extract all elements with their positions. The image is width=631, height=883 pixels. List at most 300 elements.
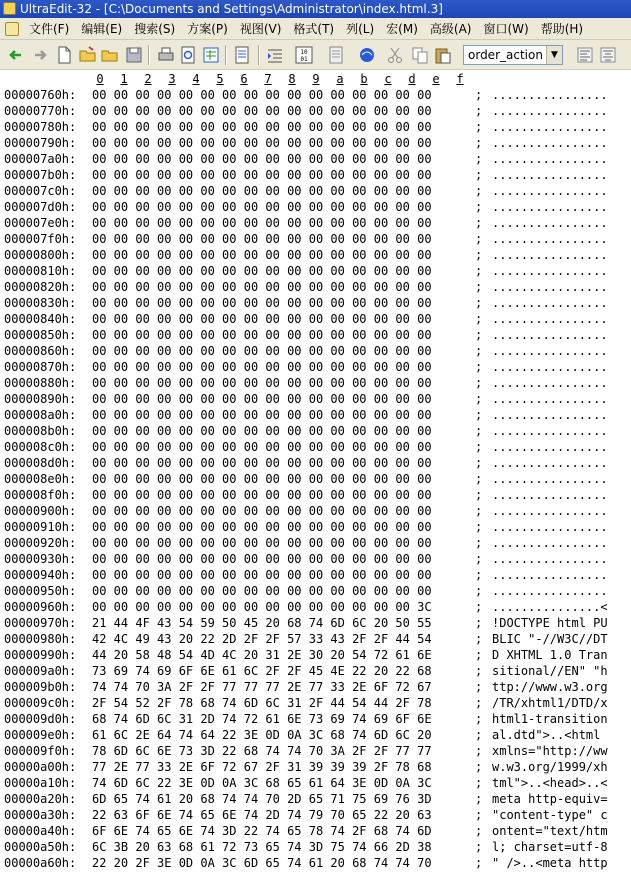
ruler-column-label: 1 — [120, 72, 128, 86]
hex-address: 00000970h: — [4, 616, 77, 630]
hex-address: 00000780h: — [4, 120, 77, 134]
hex-bytes[interactable]: 00 00 00 00 00 00 00 00 00 00 00 00 00 00 00 00 — [92, 136, 432, 150]
hex-bytes[interactable]: 00 00 00 00 00 00 00 00 00 00 00 00 00 00 00 00 — [92, 104, 432, 118]
hex-address: 00000890h: — [4, 392, 77, 406]
hex-ascii[interactable]: ................ — [492, 296, 608, 310]
hex-separator: ; — [475, 88, 483, 102]
hex-bytes[interactable]: 6F 6E 74 65 6E 74 3D 22 74 65 78 74 2F 68 74 6D — [92, 824, 432, 838]
hex-ascii[interactable]: ................ — [492, 328, 608, 342]
hex-separator: ; — [475, 760, 483, 774]
hex-row[interactable] — [0, 439, 631, 455]
hex-bytes[interactable]: 42 4C 49 43 20 22 2D 2F 2F 57 33 43 2F 2F 44 54 — [92, 632, 432, 646]
hex-separator: ; — [475, 472, 483, 486]
hex-address: 000009e0h: — [4, 728, 77, 742]
hex-row[interactable] — [0, 679, 631, 695]
align-left-icon[interactable] — [575, 45, 595, 65]
hex-row[interactable] — [0, 695, 631, 711]
hex-address: 000008e0h: — [4, 472, 77, 486]
hex-separator: ; — [475, 600, 483, 614]
hex-address: 00000860h: — [4, 344, 77, 358]
hex-row[interactable] — [0, 615, 631, 631]
hex-row[interactable] — [0, 471, 631, 487]
hex-mode-icon[interactable] — [294, 45, 314, 65]
hex-row[interactable] — [0, 231, 631, 247]
hex-ascii[interactable]: tml">..<head>..< — [492, 776, 608, 790]
document-window-icon[interactable] — [5, 22, 19, 36]
svg-text:01: 01 — [300, 56, 308, 63]
hex-row[interactable] — [0, 647, 631, 663]
hex-separator: ; — [475, 184, 483, 198]
hex-separator: ; — [475, 584, 483, 598]
hex-address: 00000830h: — [4, 296, 77, 310]
hex-row[interactable] — [0, 119, 631, 135]
hex-separator: ; — [475, 264, 483, 278]
hex-bytes[interactable]: 00 00 00 00 00 00 00 00 00 00 00 00 00 00 00 00 — [92, 392, 432, 406]
hex-address: 00000910h: — [4, 520, 77, 534]
hex-ascii[interactable]: ................ — [492, 584, 608, 598]
ruler-column-label: f — [456, 72, 464, 86]
hex-address: 00000a20h: — [4, 792, 77, 806]
hex-bytes[interactable]: 00 00 00 00 00 00 00 00 00 00 00 00 00 00 00 00 — [92, 184, 432, 198]
hex-bytes[interactable]: 78 6D 6C 6E 73 3D 22 68 74 74 70 3A 2F 2F 77 77 — [92, 744, 432, 758]
hex-separator: ; — [475, 776, 483, 790]
menu-item[interactable]: 文件(F) — [29, 22, 70, 36]
toolbar — [0, 40, 631, 70]
hex-row[interactable] — [0, 551, 631, 567]
hex-address: 00000a10h: — [4, 776, 77, 790]
ruler-column-label: a — [336, 72, 344, 86]
hex-bytes[interactable]: 22 20 2F 3E 0D 0A 3C 6D 65 74 61 20 68 74 74 70 — [92, 856, 432, 870]
hex-address: 000007d0h: — [4, 200, 77, 214]
new-file-icon[interactable] — [54, 45, 74, 65]
hex-row[interactable] — [0, 247, 631, 263]
document-icon[interactable] — [232, 45, 252, 65]
hex-ascii[interactable]: ................ — [492, 568, 608, 582]
hex-address: 000009c0h: — [4, 696, 77, 710]
back-icon[interactable] — [6, 45, 26, 65]
hex-row[interactable] — [0, 503, 631, 519]
hex-ascii[interactable]: !DOCTYPE html PU — [492, 616, 608, 630]
hex-bytes[interactable]: 00 00 00 00 00 00 00 00 00 00 00 00 00 00 00 00 — [92, 232, 432, 246]
hex-address: 00000790h: — [4, 136, 77, 150]
hex-address: 00000a30h: — [4, 808, 77, 822]
hex-ascii[interactable]: ................ — [492, 168, 608, 182]
hex-bytes[interactable]: 00 00 00 00 00 00 00 00 00 00 00 00 00 00 00 00 — [92, 568, 432, 582]
hex-row[interactable] — [0, 823, 631, 839]
ruler-column-label: c — [384, 72, 392, 86]
hex-bytes[interactable]: 73 69 74 69 6F 6E 61 6C 2F 2F 45 4E 22 20 22 68 — [92, 664, 432, 678]
hex-row[interactable] — [0, 455, 631, 471]
hex-address: 00000920h: — [4, 536, 77, 550]
hex-ascii[interactable]: BLIC "-//W3C//DT — [492, 632, 608, 646]
ruler-column-label: 0 — [96, 72, 104, 86]
hex-ascii[interactable]: al.dtd">..<html — [492, 728, 608, 742]
hex-bytes[interactable]: 00 00 00 00 00 00 00 00 00 00 00 00 00 00 00 00 — [92, 376, 432, 390]
hex-address: 00000800h: — [4, 248, 77, 262]
hex-bytes[interactable]: 22 63 6F 6E 74 65 6E 74 2D 74 79 70 65 22 20 63 — [92, 808, 432, 822]
hex-address: 00000870h: — [4, 360, 77, 374]
hex-ascii[interactable]: ................ — [492, 488, 608, 502]
hex-separator: ; — [475, 568, 483, 582]
menu-item[interactable]: 格式(T) — [293, 22, 335, 36]
hex-bytes[interactable]: 00 00 00 00 00 00 00 00 00 00 00 00 00 00 00 00 — [92, 584, 432, 598]
ruler-column-label: 4 — [192, 72, 200, 86]
hex-bytes[interactable]: 00 00 00 00 00 00 00 00 00 00 00 00 00 00 00 00 — [92, 312, 432, 326]
hex-ascii[interactable]: ................ — [492, 88, 608, 102]
hex-ascii[interactable]: ................ — [492, 408, 608, 422]
hex-separator: ; — [475, 680, 483, 694]
hex-row[interactable] — [0, 151, 631, 167]
hex-separator: ; — [475, 840, 483, 854]
hex-ascii[interactable]: ................ — [492, 248, 608, 262]
hex-ascii[interactable]: w.w3.org/1999/xh — [492, 760, 608, 774]
hex-row[interactable] — [0, 215, 631, 231]
hex-row[interactable] — [0, 727, 631, 743]
hex-bytes[interactable]: 61 6C 2E 64 74 64 22 3E 0D 0A 3C 68 74 6D 6C 20 — [92, 728, 432, 742]
hex-row[interactable] — [0, 759, 631, 775]
hex-bytes[interactable]: 00 00 00 00 00 00 00 00 00 00 00 00 00 00 00 00 — [92, 536, 432, 550]
hex-separator: ; — [475, 648, 483, 662]
hex-ascii[interactable]: ................ — [492, 264, 608, 278]
hex-bytes[interactable]: 00 00 00 00 00 00 00 00 00 00 00 00 00 00 00 00 — [92, 472, 432, 486]
hex-address: 000008d0h: — [4, 456, 77, 470]
copy-icon[interactable] — [410, 45, 430, 65]
hex-separator: ; — [475, 216, 483, 230]
hex-bytes[interactable]: 2F 54 52 2F 78 68 74 6D 6C 31 2F 44 54 44 2F 78 — [92, 696, 432, 710]
hex-separator: ; — [475, 120, 483, 134]
ruler-column-label: 3 — [168, 72, 176, 86]
chevron-down-icon[interactable]: ▼ — [546, 46, 562, 64]
hex-bytes[interactable]: 21 44 4F 43 54 59 50 45 20 68 74 6D 6C 20 50 55 — [92, 616, 432, 630]
hex-row[interactable] — [0, 103, 631, 119]
hex-row[interactable] — [0, 295, 631, 311]
hex-bytes[interactable]: 00 00 00 00 00 00 00 00 00 00 00 00 00 00 00 00 — [92, 216, 432, 230]
ruler-column-label: 7 — [264, 72, 272, 86]
ruler-column-label: 2 — [144, 72, 152, 86]
hex-bytes[interactable]: 00 00 00 00 00 00 00 00 00 00 00 00 00 00 00 00 — [92, 296, 432, 310]
hex-row[interactable] — [0, 775, 631, 791]
hex-row[interactable] — [0, 583, 631, 599]
hex-separator: ; — [475, 488, 483, 502]
hex-address: 00000850h: — [4, 328, 77, 342]
open-folder-icon[interactable] — [78, 45, 98, 65]
hex-ascii[interactable]: ontent="text/htm — [492, 824, 608, 838]
hex-bytes[interactable]: 00 00 00 00 00 00 00 00 00 00 00 00 00 00 00 00 — [92, 280, 432, 294]
hex-bytes[interactable]: 00 00 00 00 00 00 00 00 00 00 00 00 00 00 00 00 — [92, 328, 432, 342]
ruler-column-label: b — [360, 72, 368, 86]
hex-address: 000007a0h: — [4, 152, 77, 166]
hex-ascii[interactable]: " />..<meta http — [492, 856, 608, 870]
hex-separator: ; — [475, 696, 483, 710]
open-file-icon[interactable] — [100, 45, 120, 65]
menu-item[interactable]: 宏(M) — [386, 22, 418, 36]
hex-separator: ; — [475, 152, 483, 166]
hex-ascii[interactable]: ................ — [492, 376, 608, 390]
hex-ascii[interactable]: ................ — [492, 200, 608, 214]
spreadsheet-icon[interactable] — [201, 45, 221, 65]
hex-bytes[interactable]: 00 00 00 00 00 00 00 00 00 00 00 00 00 00 00 00 — [92, 264, 432, 278]
menu-item[interactable]: 帮助(H) — [540, 22, 584, 36]
hex-separator: ; — [475, 328, 483, 342]
toolbar-separator — [225, 45, 227, 65]
hex-ascii[interactable]: ................ — [492, 520, 608, 534]
column-ruler — [0, 71, 631, 87]
function-list-value: order_action — [468, 48, 543, 62]
hex-bytes[interactable]: 00 00 00 00 00 00 00 00 00 00 00 00 00 00 00 00 — [92, 520, 432, 534]
hex-address: 00000820h: — [4, 280, 77, 294]
hex-ascii[interactable]: ................ — [492, 536, 608, 550]
hex-ascii[interactable]: ................ — [492, 232, 608, 246]
hex-bytes[interactable]: 00 00 00 00 00 00 00 00 00 00 00 00 00 00 00 00 — [92, 440, 432, 454]
cut-icon[interactable] — [385, 45, 405, 65]
ruler-column-label: 6 — [240, 72, 248, 86]
hex-row[interactable] — [0, 343, 631, 359]
hex-ascii[interactable]: ................ — [492, 392, 608, 406]
hex-address: 000008b0h: — [4, 424, 77, 438]
print-icon[interactable] — [156, 45, 176, 65]
hex-ascii[interactable]: ................ — [492, 504, 608, 518]
toolbar-separator — [148, 45, 150, 65]
hex-separator: ; — [475, 360, 483, 374]
hex-row[interactable] — [0, 375, 631, 391]
hex-row[interactable] — [0, 487, 631, 503]
hex-ascii[interactable]: meta http-equiv= — [492, 792, 608, 806]
hex-separator: ; — [475, 744, 483, 758]
hex-ascii[interactable]: ................ — [492, 440, 608, 454]
hex-ascii[interactable]: ................ — [492, 472, 608, 486]
hex-separator: ; — [475, 552, 483, 566]
hex-row[interactable] — [0, 423, 631, 439]
hex-bytes[interactable]: 00 00 00 00 00 00 00 00 00 00 00 00 00 00 00 00 — [92, 200, 432, 214]
hex-bytes[interactable]: 74 74 70 3A 2F 2F 77 77 77 2E 77 33 2E 6F 72 67 — [92, 680, 432, 694]
hex-separator: ; — [475, 232, 483, 246]
hex-address: 00000880h: — [4, 376, 77, 390]
hex-separator: ; — [475, 504, 483, 518]
hex-ascii[interactable]: ................ — [492, 152, 608, 166]
hex-address: 000009b0h: — [4, 680, 77, 694]
hex-separator: ; — [475, 200, 483, 214]
hex-separator: ; — [475, 136, 483, 150]
hex-ascii[interactable]: ................ — [492, 456, 608, 470]
align-center-icon[interactable] — [598, 45, 618, 65]
hex-address: 000007f0h: — [4, 232, 77, 246]
hex-row[interactable] — [0, 263, 631, 279]
hex-row[interactable] — [0, 407, 631, 423]
hex-row[interactable] — [0, 711, 631, 727]
hex-ascii[interactable]: /TR/xhtml1/DTD/x — [492, 696, 608, 710]
menu-item[interactable]: 方案(P) — [187, 22, 228, 36]
hex-bytes[interactable]: 00 00 00 00 00 00 00 00 00 00 00 00 00 00 00 00 — [92, 168, 432, 182]
hex-bytes[interactable]: 00 00 00 00 00 00 00 00 00 00 00 00 00 00 00 00 — [92, 408, 432, 422]
forward-icon[interactable] — [30, 45, 50, 65]
hex-address: 00000a00h: — [4, 760, 77, 774]
function-list-combo[interactable] — [463, 45, 563, 65]
hex-ascii[interactable]: xmlns="http://ww — [492, 744, 608, 758]
menu-item[interactable]: 高级(A) — [429, 22, 472, 36]
hex-row[interactable] — [0, 327, 631, 343]
hex-separator: ; — [475, 104, 483, 118]
hex-ascii[interactable]: D XHTML 1.0 Tran — [492, 648, 608, 662]
hex-address: 00000810h: — [4, 264, 77, 278]
hex-address: 00000960h: — [4, 600, 77, 614]
hex-separator: ; — [475, 520, 483, 534]
hex-row[interactable] — [0, 791, 631, 807]
paste-icon[interactable] — [433, 45, 453, 65]
hex-bytes[interactable]: 77 2E 77 33 2E 6F 72 67 2F 31 39 39 39 2F 78 68 — [92, 760, 432, 774]
ruler-column-label: 5 — [216, 72, 224, 86]
hex-bytes[interactable]: 68 74 6D 6C 31 2D 74 72 61 6E 73 69 74 69 6F 6E — [92, 712, 432, 726]
hex-ascii[interactable]: ................ — [492, 312, 608, 326]
hex-row[interactable] — [0, 311, 631, 327]
hex-separator: ; — [475, 664, 483, 678]
menu-item[interactable]: 编辑(E) — [81, 22, 123, 36]
hex-separator: ; — [475, 344, 483, 358]
hex-address: 00000990h: — [4, 648, 77, 662]
hex-address: 00000a40h: — [4, 824, 77, 838]
hex-row[interactable] — [0, 839, 631, 855]
hex-address: 00000940h: — [4, 568, 77, 582]
hex-ascii[interactable]: "content-type" c — [492, 808, 608, 822]
hex-row[interactable] — [0, 279, 631, 295]
hex-address: 00000a60h: — [4, 856, 77, 870]
svg-text:10: 10 — [300, 49, 308, 56]
hex-separator: ; — [475, 728, 483, 742]
hex-ascii[interactable]: html1-transition — [492, 712, 608, 726]
hex-address: 000008a0h: — [4, 408, 77, 422]
hex-bytes[interactable]: 00 00 00 00 00 00 00 00 00 00 00 00 00 00 00 00 — [92, 344, 432, 358]
hex-separator: ; — [475, 296, 483, 310]
hex-ascii[interactable]: ................ — [492, 280, 608, 294]
hex-address: 000009f0h: — [4, 744, 77, 758]
hex-bytes[interactable]: 00 00 00 00 00 00 00 00 00 00 00 00 00 00 00 00 — [92, 120, 432, 134]
menu-item[interactable]: 搜索(S) — [134, 22, 176, 36]
hex-bytes[interactable]: 00 00 00 00 00 00 00 00 00 00 00 00 00 00 00 00 — [92, 504, 432, 518]
hex-ascii[interactable]: ................ — [492, 120, 608, 134]
hex-separator: ; — [475, 792, 483, 806]
menu-bar — [0, 18, 631, 40]
title-bar — [0, 0, 631, 18]
hex-row[interactable] — [0, 391, 631, 407]
hex-bytes[interactable]: 00 00 00 00 00 00 00 00 00 00 00 00 00 00 00 00 — [92, 552, 432, 566]
hex-row[interactable] — [0, 135, 631, 151]
hex-separator: ; — [475, 312, 483, 326]
toolbar-separator — [258, 45, 260, 65]
hex-bytes[interactable]: 6D 65 74 61 20 68 74 74 70 2D 65 71 75 69 76 3D — [92, 792, 432, 806]
hex-separator: ; — [475, 248, 483, 262]
hex-ascii[interactable]: ................ — [492, 360, 608, 374]
browser-icon[interactable] — [357, 45, 377, 65]
hex-ascii[interactable]: ...............< — [492, 600, 608, 614]
hex-row[interactable] — [0, 631, 631, 647]
hex-row[interactable] — [0, 807, 631, 823]
hex-row[interactable] — [0, 519, 631, 535]
hex-address: 000009d0h: — [4, 712, 77, 726]
hex-ascii[interactable]: ................ — [492, 136, 608, 150]
hex-row[interactable] — [0, 199, 631, 215]
hex-ascii[interactable]: ttp://www.w3.org — [492, 680, 608, 694]
ultraedit-app-icon — [3, 2, 16, 15]
hex-separator: ; — [475, 440, 483, 454]
menu-item[interactable]: 视图(V) — [239, 22, 282, 36]
window-title: UltraEdit-32 - [C:\Documents and Settings\Administrator\index.html.3] — [20, 2, 443, 16]
hex-address: 00000930h: — [4, 552, 77, 566]
hex-bytes[interactable]: 44 20 58 48 54 4D 4C 20 31 2E 30 20 54 72 61 6E — [92, 648, 432, 662]
indent-icon[interactable] — [265, 45, 285, 65]
hex-separator: ; — [475, 392, 483, 406]
hex-address: 00000760h: — [4, 88, 77, 102]
menu-item[interactable]: 窗口(W) — [483, 22, 529, 36]
hex-row[interactable] — [0, 167, 631, 183]
hex-bytes[interactable]: 00 00 00 00 00 00 00 00 00 00 00 00 00 00 00 00 — [92, 152, 432, 166]
hex-ascii[interactable]: ................ — [492, 424, 608, 438]
hex-separator: ; — [475, 424, 483, 438]
hex-separator: ; — [475, 824, 483, 838]
ruler-column-label: e — [432, 72, 440, 86]
hex-ascii[interactable]: sitional//EN" "h — [492, 664, 608, 678]
hex-separator: ; — [475, 280, 483, 294]
hex-address: 000007e0h: — [4, 216, 77, 230]
hex-address: 000007b0h: — [4, 168, 77, 182]
hex-row[interactable] — [0, 535, 631, 551]
hex-separator: ; — [475, 632, 483, 646]
hex-ascii[interactable]: ................ — [492, 104, 608, 118]
hex-separator: ; — [475, 408, 483, 422]
menu-item[interactable]: 列(L) — [346, 22, 375, 36]
hex-address: 000008c0h: — [4, 440, 77, 454]
hex-separator: ; — [475, 856, 483, 870]
hex-bytes[interactable]: 6C 3B 20 63 68 61 72 73 65 74 3D 75 74 66 2D 38 — [92, 840, 432, 854]
print-preview-icon[interactable] — [178, 45, 198, 65]
hex-address: 00000840h: — [4, 312, 77, 326]
hex-bytes[interactable]: 00 00 00 00 00 00 00 00 00 00 00 00 00 00 00 00 — [92, 488, 432, 502]
hex-bytes[interactable]: 00 00 00 00 00 00 00 00 00 00 00 00 00 00 00 00 — [92, 88, 432, 102]
hex-separator: ; — [475, 376, 483, 390]
hex-row[interactable] — [0, 87, 631, 103]
page-icon[interactable] — [326, 45, 346, 65]
save-icon[interactable] — [124, 45, 144, 65]
hex-separator: ; — [475, 712, 483, 726]
hex-row[interactable] — [0, 599, 631, 615]
hex-ascii[interactable]: ................ — [492, 344, 608, 358]
hex-row[interactable] — [0, 663, 631, 679]
hex-ascii[interactable]: l; charset=utf-8 — [492, 840, 608, 854]
hex-separator: ; — [475, 456, 483, 470]
hex-bytes[interactable]: 00 00 00 00 00 00 00 00 00 00 00 00 00 00 00 00 — [92, 360, 432, 374]
hex-row[interactable] — [0, 743, 631, 759]
hex-bytes[interactable]: 00 00 00 00 00 00 00 00 00 00 00 00 00 00 00 3C — [92, 600, 432, 614]
hex-editor[interactable] — [0, 87, 631, 883]
hex-address: 000008f0h: — [4, 488, 77, 502]
hex-row[interactable] — [0, 183, 631, 199]
hex-ascii[interactable]: ................ — [492, 552, 608, 566]
hex-row[interactable] — [0, 855, 631, 871]
hex-row[interactable] — [0, 567, 631, 583]
hex-bytes[interactable]: 00 00 00 00 00 00 00 00 00 00 00 00 00 00 00 00 — [92, 424, 432, 438]
hex-row[interactable] — [0, 359, 631, 375]
hex-address: 00000980h: — [4, 632, 77, 646]
hex-address: 000007c0h: — [4, 184, 77, 198]
hex-address: 000009a0h: — [4, 664, 77, 678]
hex-bytes[interactable]: 00 00 00 00 00 00 00 00 00 00 00 00 00 00 00 00 — [92, 456, 432, 470]
ruler-column-label: 8 — [288, 72, 296, 86]
hex-separator: ; — [475, 808, 483, 822]
hex-bytes[interactable]: 00 00 00 00 00 00 00 00 00 00 00 00 00 00 00 00 — [92, 248, 432, 262]
hex-separator: ; — [475, 168, 483, 182]
hex-ascii[interactable]: ................ — [492, 216, 608, 230]
hex-separator: ; — [475, 616, 483, 630]
hex-ascii[interactable]: ................ — [492, 184, 608, 198]
hex-bytes[interactable]: 74 6D 6C 22 3E 0D 0A 3C 68 65 61 64 3E 0D 0A 3C — [92, 776, 432, 790]
